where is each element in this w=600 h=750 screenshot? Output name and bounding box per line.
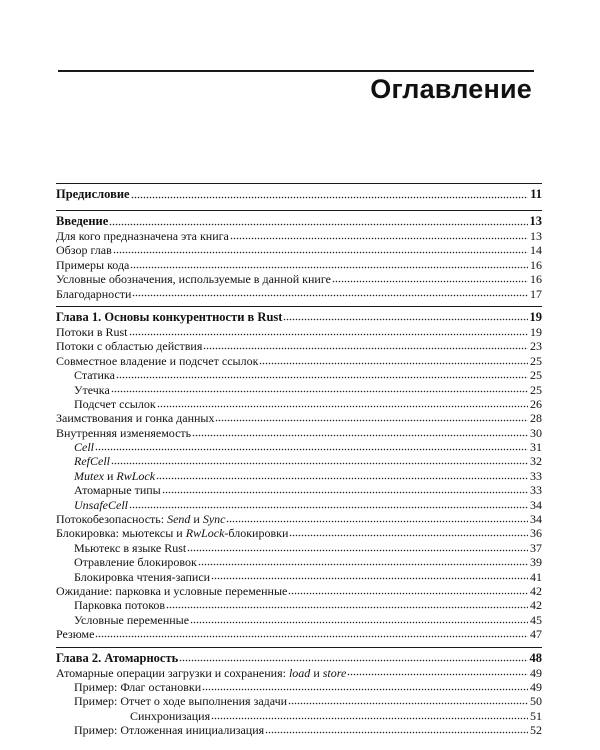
toc-dot-leader	[129, 332, 528, 336]
toc-dot-leader	[156, 476, 528, 480]
toc-dot-leader	[198, 563, 528, 567]
toc-dot-leader	[288, 591, 528, 595]
toc-page-number: 13	[529, 214, 542, 228]
toc-entry[interactable]	[56, 483, 542, 497]
toc-dot-leader	[226, 519, 528, 523]
toc-page-number: 16	[530, 272, 542, 287]
toc-dot-leader	[202, 687, 528, 691]
toc-page-number: 34	[530, 497, 542, 512]
toc-page-number: 52	[530, 723, 542, 738]
toc-dot-leader	[166, 606, 528, 610]
toc-entry-label: Внутренняя изменяемость	[56, 425, 192, 440]
toc-entry-label: Мьютекс в языке Rust	[74, 540, 187, 555]
toc-page-number: 30	[530, 425, 542, 440]
toc-entry-label: Ожидание: парковка и условные переменные	[56, 583, 288, 598]
toc-entry-label: Потокобезопасность: Send и Sync	[56, 512, 226, 527]
toc-entry[interactable]	[56, 570, 542, 584]
toc-section	[56, 306, 542, 647]
toc-dot-leader	[230, 236, 528, 240]
toc-entry-label: Блокировка: мьютексы и RwLock-блокировки	[56, 526, 289, 541]
toc-page-number: 48	[529, 650, 542, 665]
toc-entry[interactable]	[56, 354, 542, 368]
toc-page-number: 26	[530, 396, 542, 411]
toc-chapter-entry[interactable]	[56, 309, 542, 325]
toc-page-number: 25	[530, 382, 542, 397]
toc-entry[interactable]	[56, 555, 542, 569]
toc-entry[interactable]	[56, 498, 542, 512]
top-rule	[58, 70, 534, 72]
toc-entry-label: Потоки в Rust	[56, 324, 128, 339]
toc-entry[interactable]	[56, 426, 542, 440]
toc-dot-leader	[192, 433, 528, 437]
toc-chapter-entry[interactable]	[56, 650, 542, 666]
toc-entry[interactable]	[56, 272, 542, 286]
toc-entry[interactable]	[56, 723, 542, 737]
toc-dot-leader	[129, 505, 528, 509]
toc-dot-leader	[187, 548, 528, 552]
toc-entry-label: Статика	[74, 368, 115, 383]
page-title: Оглавление	[370, 74, 532, 104]
toc-dot-leader	[288, 702, 528, 706]
toc-entry-label: Резюме	[56, 627, 95, 642]
toc-page-number: 25	[530, 353, 542, 368]
toc-entry[interactable]	[56, 541, 542, 555]
toc-section	[56, 647, 542, 743]
toc-dot-leader	[109, 222, 527, 226]
toc-entry-label: UnsafeCell	[74, 497, 128, 512]
toc-dot-leader	[211, 577, 528, 581]
toc-dot-leader	[265, 731, 528, 735]
toc-dot-leader	[116, 376, 528, 380]
toc-chapter-entry[interactable]	[56, 213, 542, 229]
toc-page-number: 16	[530, 257, 542, 272]
toc-entry[interactable]	[56, 339, 542, 353]
toc-entry[interactable]	[56, 258, 542, 272]
toc-entry-label: Подсчет ссылок	[74, 396, 156, 411]
toc-entry[interactable]	[56, 440, 542, 454]
toc-entry-label: Mutex и RwLock	[74, 468, 156, 483]
toc-dot-leader	[215, 419, 528, 423]
toc-page-number: 33	[530, 468, 542, 483]
toc-page-number: 13	[530, 229, 542, 243]
toc-entry[interactable]	[56, 287, 542, 301]
toc-section	[56, 183, 542, 210]
toc-entry[interactable]	[56, 411, 542, 425]
toc-entry[interactable]	[56, 512, 542, 526]
toc-dot-leader	[132, 294, 528, 298]
toc-page-number: 47	[530, 627, 542, 642]
toc-page-number: 42	[530, 583, 542, 598]
toc-entry[interactable]	[56, 680, 542, 694]
toc-entry[interactable]	[56, 383, 542, 397]
toc-entry-label: Атомарные операции загрузки и сохранения: load и store	[56, 665, 347, 680]
toc-entry-label: Пример: Отложенная инициализация	[74, 723, 265, 738]
toc-entry-label: Синхронизация	[130, 708, 211, 723]
toc-entry-label: Введение	[56, 214, 109, 228]
toc-dot-leader	[131, 195, 529, 199]
toc-entry[interactable]	[56, 666, 542, 680]
toc-entry-label: Предисловие	[56, 187, 130, 201]
toc-entry[interactable]	[56, 454, 542, 468]
toc-entry-label: Блокировка чтения-записи	[74, 569, 211, 584]
toc-dot-leader	[95, 447, 528, 451]
toc-page-number: 25	[530, 368, 542, 383]
toc-dot-leader	[95, 635, 528, 639]
toc-dot-leader	[111, 462, 528, 466]
toc-entry-label: Cell	[74, 440, 94, 455]
toc-entry-label: Заимствования и гонка данных	[56, 411, 215, 426]
toc-entry-label: Обзор глав	[56, 243, 112, 258]
toc-entry[interactable]	[56, 526, 542, 540]
toc-entry-label: Пример: Отчет о ходе выполнения задачи	[74, 694, 288, 709]
toc-entry[interactable]	[56, 694, 542, 708]
toc-dot-leader	[111, 390, 528, 394]
toc-entry[interactable]	[56, 243, 542, 257]
toc-page-number: 49	[530, 665, 542, 680]
toc-entry[interactable]	[56, 584, 542, 598]
toc-entry[interactable]	[56, 709, 542, 723]
toc-entry-label: Отравление блокировок	[74, 555, 197, 570]
toc-entry-label: Примеры кода	[56, 257, 130, 272]
toc-page-number: 19	[530, 324, 542, 339]
toc-page-number: 17	[530, 286, 542, 301]
toc-entry[interactable]	[56, 469, 542, 483]
toc-dot-leader	[203, 347, 528, 351]
toc-dot-leader	[162, 491, 528, 495]
toc-page-number: 11	[530, 187, 542, 201]
toc-dot-leader	[332, 280, 528, 284]
toc-entry-label: Потоки с областью действия	[56, 339, 203, 354]
toc-entry-label: Благодарности	[56, 286, 132, 301]
toc-section	[56, 210, 542, 306]
toc-entry[interactable]	[56, 397, 542, 411]
toc-page-number: 14	[530, 243, 542, 258]
toc-page-number: 31	[530, 440, 542, 455]
toc-dot-leader	[157, 404, 528, 408]
toc-dot-leader	[211, 716, 528, 720]
toc-page-number: 34	[530, 512, 542, 527]
toc-dot-leader	[289, 534, 528, 538]
toc-entry[interactable]	[56, 229, 542, 243]
toc-page-number: 37	[530, 540, 542, 555]
toc-page-number: 36	[530, 526, 542, 541]
toc-chapter-entry[interactable]	[56, 186, 542, 202]
toc-page-number: 28	[530, 411, 542, 426]
toc-dot-leader	[113, 251, 528, 255]
toc-entry-label: Для кого предназначена эта книга	[56, 229, 229, 243]
table-of-contents	[56, 183, 542, 743]
toc-entry-label: RefCell	[74, 454, 110, 469]
toc-entry[interactable]	[56, 613, 542, 627]
toc-page-number: 23	[530, 339, 542, 354]
toc-page-number: 42	[530, 598, 542, 613]
toc-page-number: 33	[530, 483, 542, 498]
toc-page-number: 51	[530, 708, 542, 723]
toc-dot-leader	[179, 659, 527, 663]
toc-dot-leader	[130, 265, 528, 269]
toc-entry-label: Условные переменные	[74, 612, 190, 627]
toc-page-number: 39	[530, 555, 542, 570]
toc-entry[interactable]	[56, 325, 542, 339]
toc-dot-leader	[347, 673, 528, 677]
toc-page-number: 32	[530, 454, 542, 469]
toc-entry[interactable]	[56, 598, 542, 612]
toc-page-number: 50	[530, 694, 542, 709]
toc-dot-leader	[283, 318, 527, 322]
toc-entry-label: Парковка потоков	[74, 598, 166, 613]
toc-dot-leader	[259, 361, 528, 365]
toc-entry-label: Условные обозначения, используемые в данной книге	[56, 272, 331, 287]
toc-entry-label: Пример: Флаг остановки	[74, 679, 202, 694]
toc-entry-label: Утечка	[74, 382, 110, 397]
toc-entry[interactable]	[56, 627, 542, 641]
toc-page-number: 19	[529, 309, 542, 324]
toc-entry[interactable]	[56, 368, 542, 382]
toc-page-number: 49	[530, 679, 542, 694]
toc-page-number: 45	[530, 612, 542, 627]
toc-entry-label: Глава 1. Основы конкурентности в Rust	[56, 309, 283, 324]
toc-entry-label: Совместное владение и подсчет ссылок	[56, 353, 259, 368]
toc-page-number: 41	[530, 569, 542, 584]
toc-entry-label: Атомарные типы	[74, 483, 161, 498]
toc-entry-label: Глава 2. Атомарность	[56, 650, 179, 665]
toc-dot-leader	[190, 620, 528, 624]
